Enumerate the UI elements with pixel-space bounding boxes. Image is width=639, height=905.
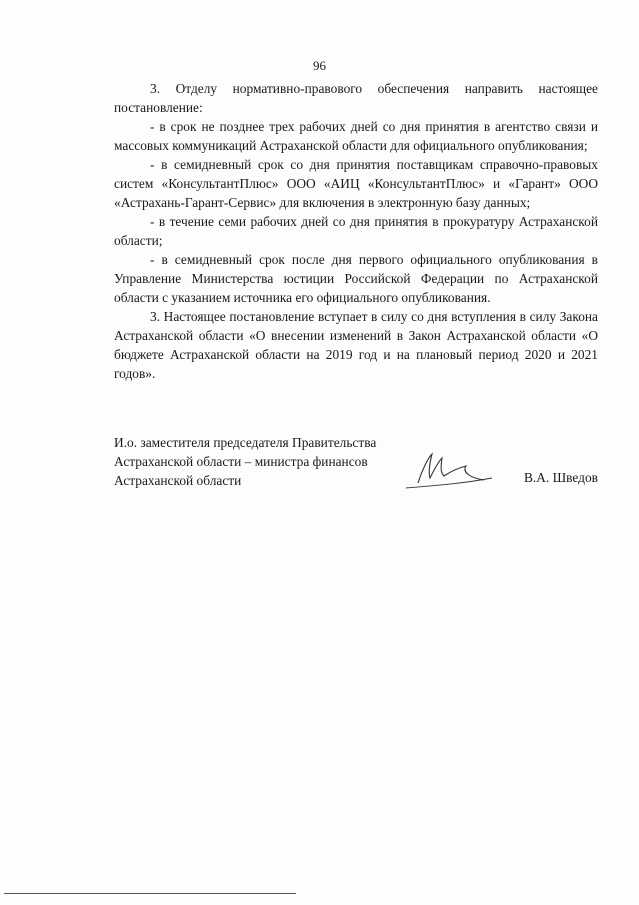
paragraph: - в семидневный срок со дня принятия поставщикам справочно-правовых систем «КонсультантПлюс» ООО «АИЦ «КонсультантПлюс» и «Гарант» ООО «Астрахань-Гарант-Сервис» для включения в электронную базу данных; xyxy=(114,157,598,210)
page-number: 96 xyxy=(313,58,326,73)
footer-divider xyxy=(4,893,296,894)
paragraph: - в срок не позднее трех рабочих дней со дня принятия в агентство связи и массовых коммуникаций Астраханской области для официального опубликования; xyxy=(114,119,598,153)
signatory-title xyxy=(114,433,414,490)
handwritten-signature xyxy=(400,448,500,493)
signatory-title-line: И.о. заместителя председателя Правительства xyxy=(114,435,377,450)
signatory-title-line: Астраханской области – министра финансов xyxy=(114,454,368,469)
signatory-title-line: Астраханской области xyxy=(114,473,242,488)
paragraph: 3. Настоящее постановление вступает в силу со дня вступления в силу Закона Астраханской области «О внесении изменений в Закон Астраханской области «О бюджете Астраханской области на 2019 год и на плановый период 2020 и 2021 годов». xyxy=(114,309,598,381)
signatory-name: В.А. Шведов xyxy=(524,470,598,485)
paragraph: 3. Отделу нормативно-правового обеспечения направить настоящее постановление: xyxy=(114,81,598,115)
body-text xyxy=(114,79,598,383)
paragraph: - в течение семи рабочих дней со дня принятия в прокуратуру Астраханской области; xyxy=(114,214,598,248)
paragraph: - в семидневный срок после дня первого официального опубликования в Управление Министерства юстиции Российской Федерации по Астраханской области с указанием источника его официального опубликования. xyxy=(114,252,598,305)
